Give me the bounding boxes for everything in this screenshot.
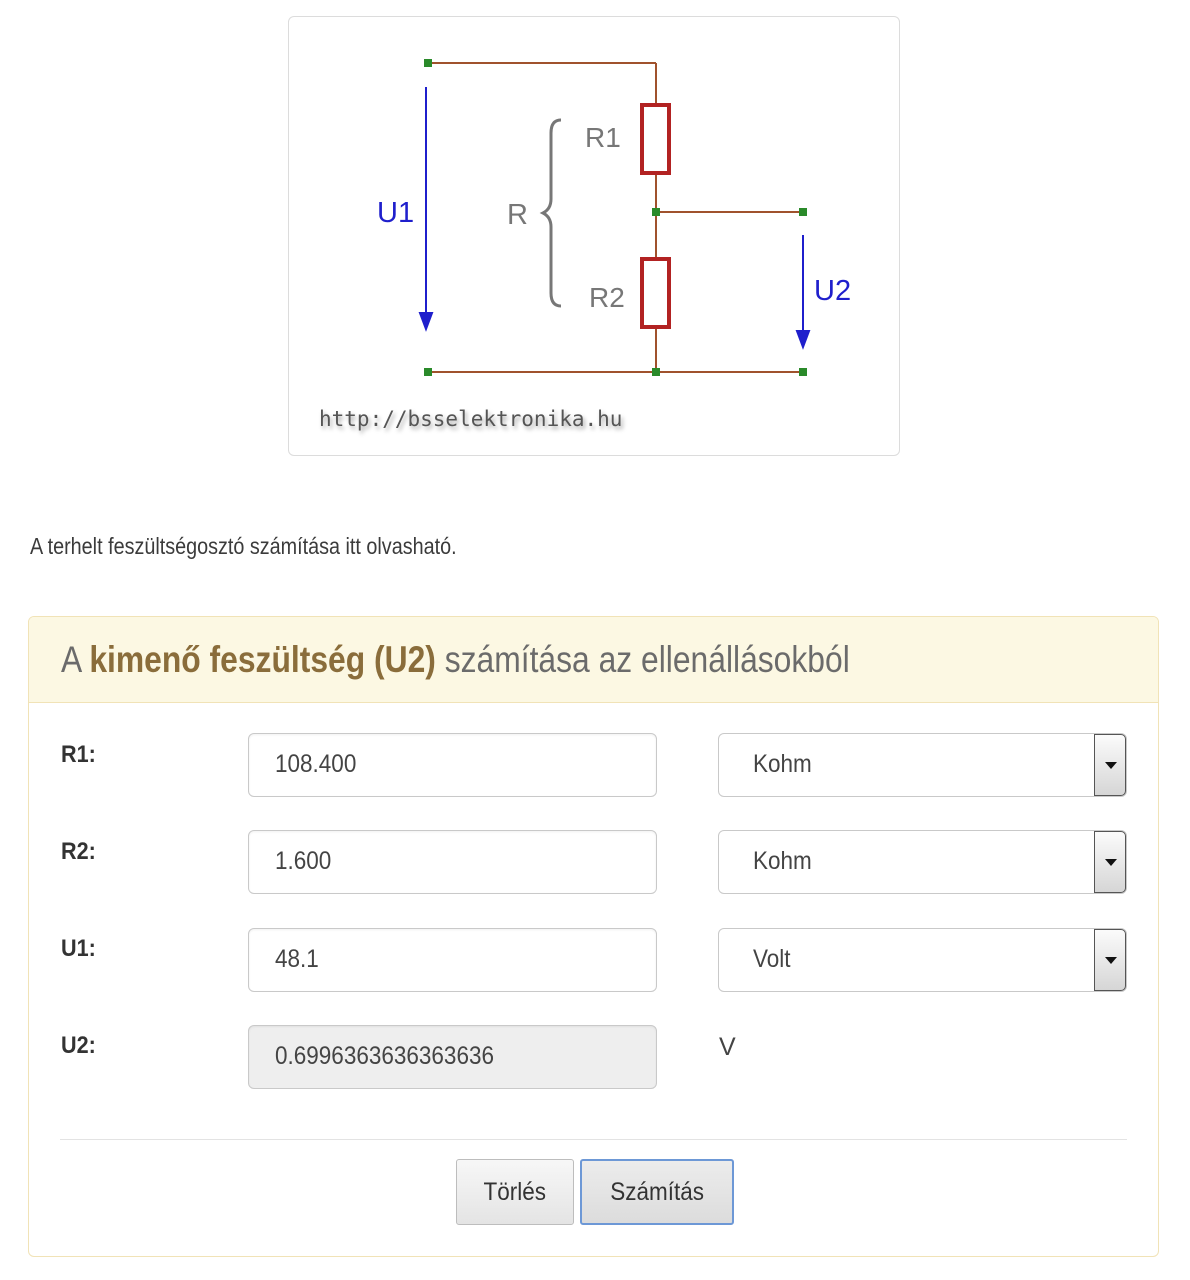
r1-input-value: 108.400 xyxy=(275,750,357,778)
u2-unit-label: V xyxy=(719,1033,736,1061)
circuit-nodes xyxy=(424,59,807,376)
r2-unit-select[interactable] xyxy=(718,830,1127,894)
clear-button-label: Törlés xyxy=(483,1177,547,1206)
u2-arrow-head xyxy=(797,331,809,347)
resistor-r2 xyxy=(642,259,669,327)
u1-unit-select[interactable] xyxy=(718,928,1127,992)
calculator-panel xyxy=(28,616,1159,1257)
panel-title-strong: kimenő feszültség (U2) xyxy=(89,639,436,680)
circuit-wires xyxy=(428,63,803,372)
u1-arrow-head xyxy=(420,313,432,329)
label-r: R xyxy=(507,199,528,231)
watermark-url: http://bsselektronika.hu xyxy=(319,407,623,431)
u1-unit-value: Volt xyxy=(753,945,791,973)
r1-unit-select[interactable] xyxy=(718,733,1127,797)
label-r2-field: R2: xyxy=(61,838,96,865)
calculate-button-label: Számítás xyxy=(610,1177,704,1206)
clear-button[interactable] xyxy=(456,1159,574,1225)
u1-input[interactable] xyxy=(248,928,657,992)
r2-input[interactable] xyxy=(248,830,657,894)
chevron-down-icon[interactable] xyxy=(1094,831,1126,893)
r2-input-value: 1.600 xyxy=(275,847,332,875)
voltage-divider-diagram xyxy=(289,17,901,457)
label-r2: R2 xyxy=(589,282,625,313)
u2-output xyxy=(248,1025,657,1089)
label-u2: U2 xyxy=(814,275,852,307)
chevron-down-icon[interactable] xyxy=(1094,734,1126,796)
panel-title-suffix: számítása az ellenállásokból xyxy=(435,639,850,680)
label-u1-field: U1: xyxy=(61,935,96,962)
resistor-r1 xyxy=(642,105,669,173)
r1-input[interactable] xyxy=(248,733,657,797)
label-r1-field: R1: xyxy=(61,741,96,768)
chevron-down-icon[interactable] xyxy=(1094,929,1126,991)
label-u2-field: U2: xyxy=(61,1032,96,1059)
panel-header xyxy=(29,617,1158,703)
u1-input-value: 48.1 xyxy=(275,945,319,973)
u2-output-value: 0.6996363636363636 xyxy=(275,1042,494,1070)
brace-r xyxy=(543,120,561,306)
calculate-button[interactable] xyxy=(580,1159,734,1225)
intro-text: A terhelt feszültségosztó számítása itt olvasható. xyxy=(30,533,457,559)
panel-title xyxy=(61,639,850,681)
r2-unit-value: Kohm xyxy=(753,847,812,875)
circuit-diagram-figure xyxy=(288,16,900,456)
label-r1: R1 xyxy=(585,122,621,153)
label-u1: U1 xyxy=(377,197,415,229)
panel-title-prefix: A xyxy=(61,639,90,680)
form-divider xyxy=(60,1139,1127,1140)
r1-unit-value: Kohm xyxy=(753,750,812,778)
